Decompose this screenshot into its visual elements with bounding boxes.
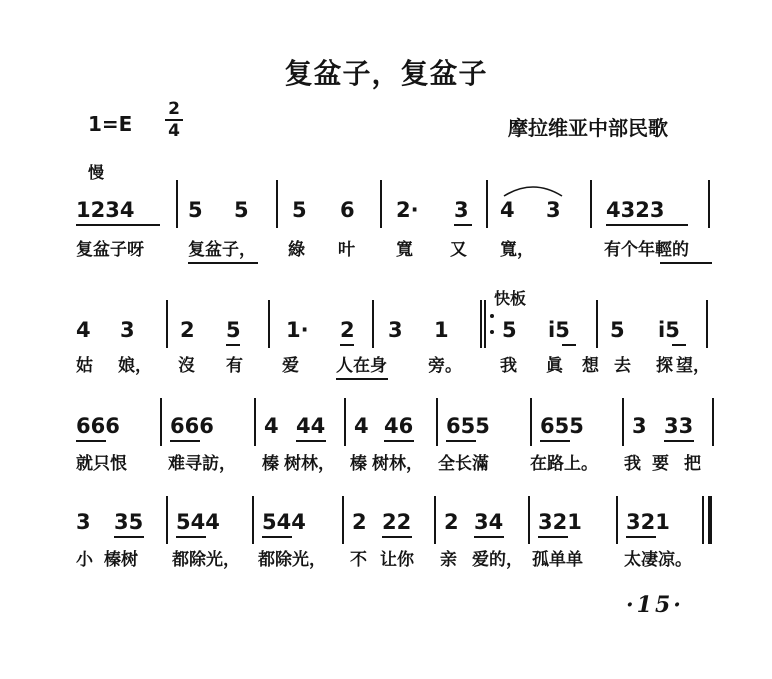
note: 2 <box>444 510 459 534</box>
lyric: 复盆子， <box>188 240 256 260</box>
barline <box>166 496 168 544</box>
note: i5 <box>658 318 680 342</box>
time-denominator: 4 <box>168 121 180 141</box>
lyric: 树林， <box>284 454 335 474</box>
lyric: 姑 <box>76 356 93 376</box>
lyric: 亲 <box>440 550 457 570</box>
note: 5 <box>292 198 307 222</box>
rhythm-underline <box>540 440 570 442</box>
lyric: 树林， <box>372 454 423 474</box>
lyric: 去 <box>614 356 631 376</box>
note: 321 <box>626 510 670 534</box>
barline <box>372 300 374 348</box>
lyric: 我 <box>624 454 641 474</box>
barline <box>434 496 436 544</box>
lyric: 叶 <box>338 240 355 260</box>
note: 5 <box>226 318 241 342</box>
lyric: 有个年輕的 <box>604 240 689 260</box>
lyric-underline <box>336 378 388 380</box>
note: 33 <box>664 414 694 438</box>
note: 655 <box>446 414 490 438</box>
lyric: 复盆子呀 <box>76 240 144 260</box>
barline <box>436 398 438 446</box>
barline <box>480 300 482 348</box>
rhythm-underline <box>626 536 656 538</box>
lyric: 榛 <box>262 454 279 474</box>
barline <box>252 496 254 544</box>
note: 5 <box>234 198 249 222</box>
slur <box>502 180 564 198</box>
lyric: 孤单单 <box>532 550 583 570</box>
final-barline-thick <box>708 496 712 544</box>
note: 544 <box>262 510 306 534</box>
barline <box>166 300 168 348</box>
lyric: 爱 <box>282 356 299 376</box>
barline <box>530 398 532 446</box>
note: 4 <box>264 414 279 438</box>
repeat-dot <box>490 314 494 318</box>
lyric: 就只恨 <box>76 454 127 474</box>
lyric: 不 <box>350 550 367 570</box>
barline <box>596 300 598 348</box>
note: 1234 <box>76 198 135 222</box>
barline <box>176 180 178 228</box>
lyric: 都除光， <box>172 550 240 570</box>
note: 321 <box>538 510 582 534</box>
barline <box>342 496 344 544</box>
note: 5 <box>610 318 625 342</box>
note: 3 <box>120 318 135 342</box>
note: 655 <box>540 414 584 438</box>
lyric: 小 <box>76 550 93 570</box>
note: 34 <box>474 510 504 534</box>
lyric: 榛树 <box>104 550 138 570</box>
note: 4 <box>500 198 515 222</box>
lyric: 望， <box>676 356 710 376</box>
barline <box>268 300 270 348</box>
rhythm-underline <box>76 224 160 226</box>
rhythm-underline <box>384 440 414 442</box>
lyric: 娘， <box>118 356 152 376</box>
note: i5 <box>548 318 570 342</box>
tempo-mark-allegro: 快板 <box>494 289 527 308</box>
lyric: 又 <box>450 240 467 260</box>
rhythm-underline <box>454 224 472 226</box>
note: 4 <box>354 414 369 438</box>
note: 544 <box>176 510 220 534</box>
barline <box>486 180 488 228</box>
lyric: 沒 <box>178 356 195 376</box>
lyric: 旁。 <box>428 356 462 376</box>
rhythm-underline <box>606 224 688 226</box>
song-title: 复盆子，复盆子 <box>284 57 488 90</box>
time-signature <box>165 100 183 140</box>
lyric-underline <box>188 262 258 264</box>
barline <box>254 398 256 446</box>
barline <box>344 398 346 446</box>
lyric-underline <box>660 262 712 264</box>
lyric: 綠 <box>288 240 305 260</box>
rhythm-underline <box>340 344 354 346</box>
rhythm-underline <box>446 440 476 442</box>
note: 1 <box>434 318 449 342</box>
barline <box>616 496 618 544</box>
note: 3 <box>388 318 403 342</box>
note: 4323 <box>606 198 665 222</box>
note: 2 <box>352 510 367 534</box>
barline <box>622 398 624 446</box>
lyric: 爱的， <box>472 550 523 570</box>
lyric: 把 <box>684 454 701 474</box>
page-number: ·15· <box>626 592 684 618</box>
lyric: 太凄凉。 <box>624 550 692 570</box>
note: 35 <box>114 510 144 534</box>
lyric: 我 <box>500 356 517 376</box>
lyric: 想 <box>582 356 599 376</box>
note: 3 <box>546 198 561 222</box>
note: 3 <box>632 414 647 438</box>
note: 6 <box>340 198 355 222</box>
rhythm-underline <box>262 536 292 538</box>
rhythm-underline <box>226 344 240 346</box>
lyric: 寬 <box>396 240 413 260</box>
tempo-mark-slow: 慢 <box>88 163 105 182</box>
rhythm-underline <box>296 440 326 442</box>
final-barline-thin <box>702 496 704 544</box>
key-signature: 1=E <box>88 112 133 136</box>
lyric: 全长滿 <box>438 454 489 474</box>
barline <box>706 300 708 348</box>
song-origin: 摩拉维亚中部民歌 <box>508 116 668 140</box>
note: 44 <box>296 414 326 438</box>
lyric: 在路上。 <box>530 454 598 474</box>
barline <box>160 398 162 446</box>
rhythm-underline <box>170 440 200 442</box>
note: 3 <box>454 198 469 222</box>
rhythm-underline <box>672 344 686 346</box>
note: 666 <box>76 414 120 438</box>
barline <box>380 180 382 228</box>
lyric: 人在身 <box>336 356 387 376</box>
lyric: 眞 <box>546 356 563 376</box>
note: 46 <box>384 414 414 438</box>
rhythm-underline <box>538 536 568 538</box>
rhythm-underline <box>176 536 206 538</box>
lyric: 让你 <box>380 550 414 570</box>
barline <box>528 496 530 544</box>
barline <box>590 180 592 228</box>
note: 5 <box>502 318 517 342</box>
rhythm-underline <box>664 440 694 442</box>
rhythm-underline <box>562 344 576 346</box>
note: 4 <box>76 318 91 342</box>
lyric: 难寻訪， <box>168 454 236 474</box>
note: 5 <box>188 198 203 222</box>
rhythm-underline <box>114 536 144 538</box>
lyric: 探 <box>656 356 673 376</box>
note: 1· <box>286 318 309 342</box>
note: 2· <box>396 198 419 222</box>
barline <box>484 300 486 348</box>
rhythm-underline <box>382 536 412 538</box>
lyric: 榛 <box>350 454 367 474</box>
note: 3 <box>76 510 91 534</box>
time-numerator: 2 <box>168 99 180 119</box>
lyric: 都除光， <box>258 550 326 570</box>
repeat-dot <box>490 330 494 334</box>
barline <box>276 180 278 228</box>
note: 22 <box>382 510 412 534</box>
rhythm-underline <box>76 440 106 442</box>
note: 666 <box>170 414 214 438</box>
lyric: 有 <box>226 356 243 376</box>
barline <box>712 398 714 446</box>
barline <box>708 180 710 228</box>
lyric: 要 <box>652 454 669 474</box>
lyric: 寬， <box>500 240 534 260</box>
rhythm-underline <box>474 536 504 538</box>
note: 2 <box>180 318 195 342</box>
note: 2 <box>340 318 355 342</box>
